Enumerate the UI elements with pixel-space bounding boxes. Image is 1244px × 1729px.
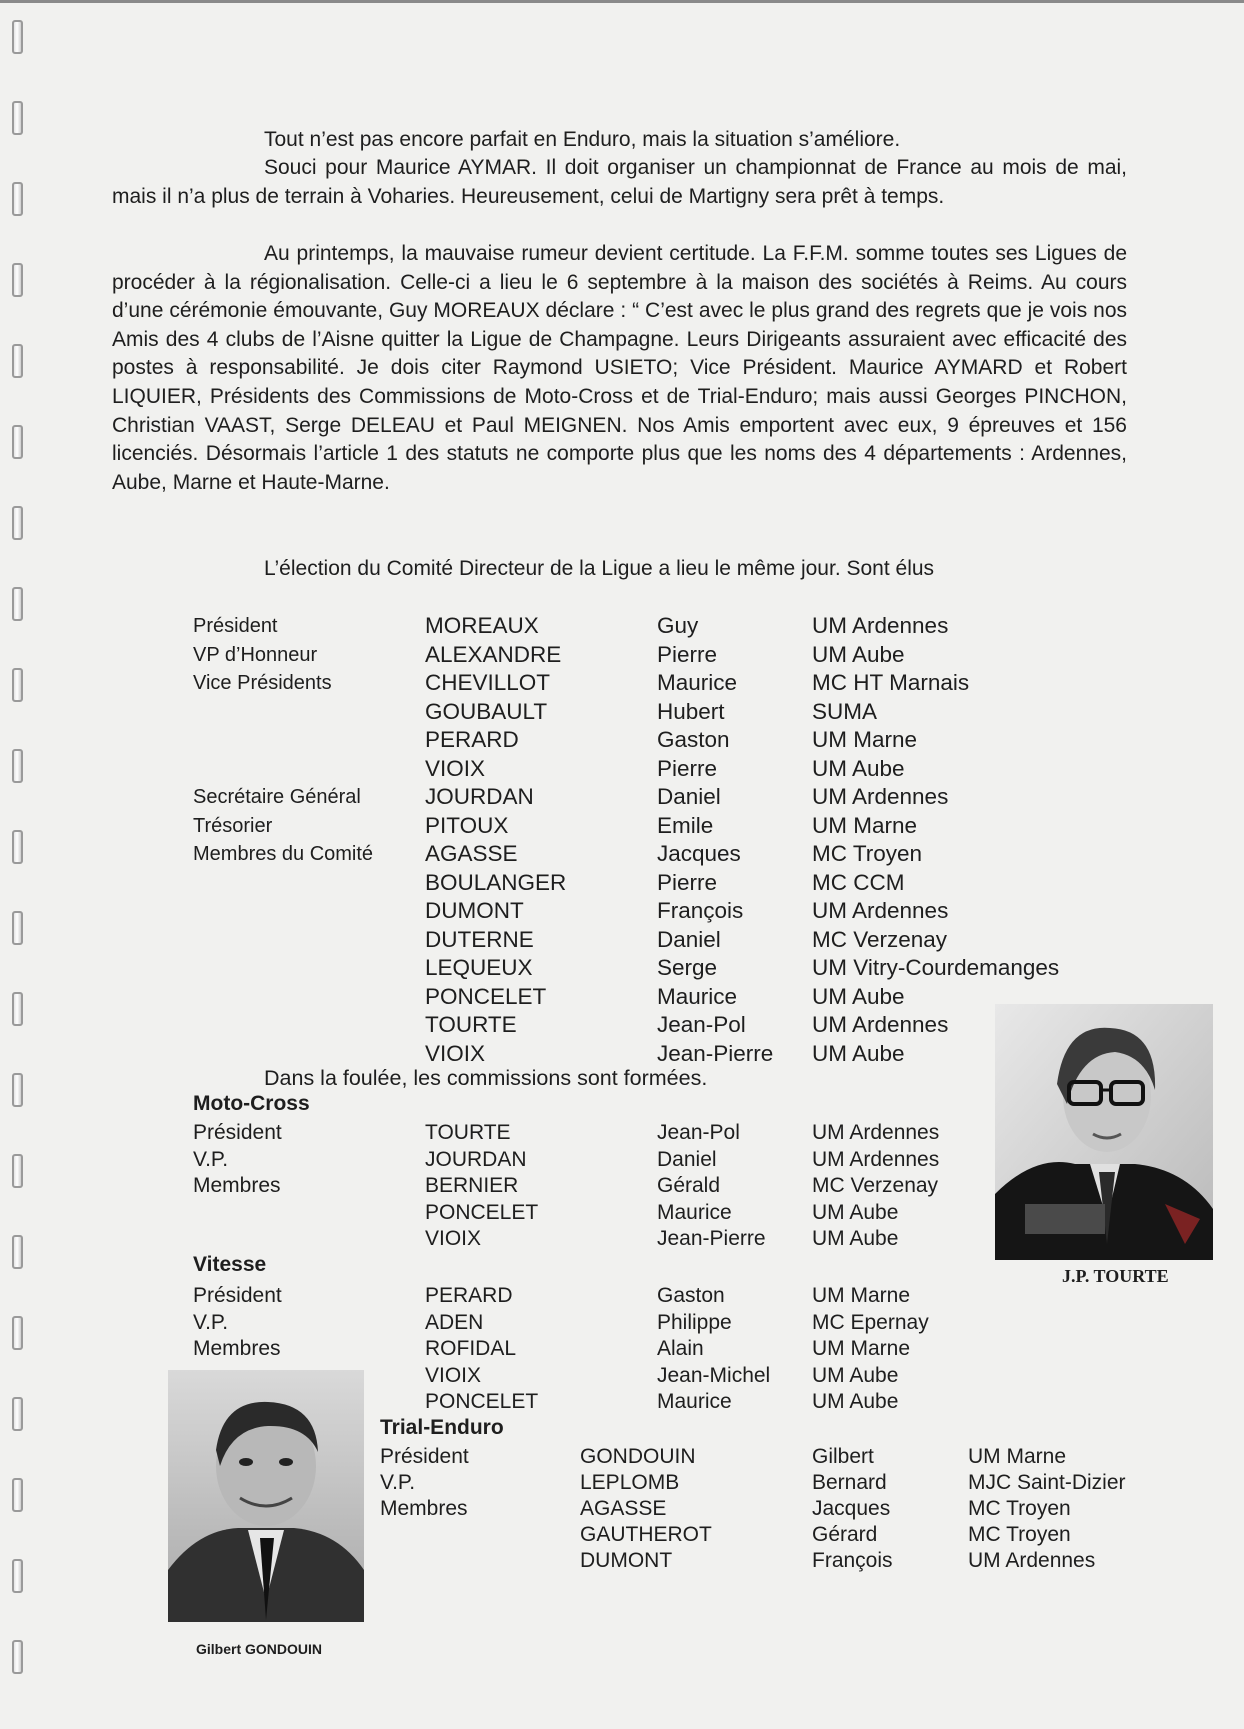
club-cell: UM Aube — [812, 641, 905, 667]
club-cell: UM Aube — [812, 1390, 899, 1413]
club-cell: UM Marne — [812, 727, 918, 752]
name-cell: VIOIX — [425, 1040, 486, 1066]
firstname-cell: Alain — [657, 1337, 704, 1360]
role-cell: Président — [380, 1445, 469, 1468]
top-rule — [0, 0, 1244, 3]
name-cell: DUMONT — [425, 898, 524, 923]
table-row — [0, 812, 1244, 840]
table-row — [0, 1309, 1244, 1337]
firstname-cell: Philippe — [657, 1310, 732, 1334]
table-row — [0, 954, 1244, 982]
table-row — [0, 783, 1244, 811]
photo-gilbert-gondouin — [168, 1370, 364, 1622]
club-cell: UM Aube — [812, 1040, 905, 1066]
name-cell: PERARD — [425, 727, 519, 752]
club-cell: MC Epernay — [812, 1310, 929, 1334]
name-cell: AGASSE — [580, 1497, 667, 1520]
firstname-cell: Daniel — [657, 1147, 717, 1171]
club-cell: UM Aube — [812, 755, 905, 781]
table-row — [0, 926, 1244, 954]
club-cell: UM Aube — [812, 1363, 899, 1387]
role-cell: Président — [193, 1284, 282, 1307]
portrait-tourte-image — [995, 1004, 1213, 1260]
name-cell: ADEN — [425, 1310, 484, 1334]
binding-ring — [12, 182, 23, 216]
club-cell: MC Troyen — [968, 1523, 1071, 1546]
firstname-cell: Daniel — [657, 784, 721, 809]
name-cell: JOURDAN — [425, 784, 534, 809]
firstname-cell: Jean-Pol — [657, 1121, 740, 1144]
club-cell: UM Marne — [812, 1284, 911, 1307]
firstname-cell: Jacques — [657, 841, 741, 866]
firstname-cell: Gaston — [657, 727, 730, 752]
name-cell: VIOIX — [425, 1227, 482, 1250]
name-cell: BERNIER — [425, 1174, 519, 1197]
firstname-cell: Gérald — [657, 1174, 721, 1197]
role-cell: Président — [193, 615, 278, 637]
portrait-gondouin-image — [168, 1370, 364, 1622]
club-cell: MC HT Marnais — [812, 670, 970, 695]
table-row — [0, 641, 1244, 669]
table-row — [0, 869, 1244, 897]
firstname-cell: Bernard — [812, 1471, 887, 1494]
name-cell: VIOIX — [425, 1363, 482, 1387]
name-cell: LEQUEUX — [425, 955, 533, 980]
binding-ring — [12, 1073, 23, 1107]
name-cell: PITOUX — [425, 812, 509, 838]
paragraph-intro: Tout n’est pas encore parfait en Enduro, mais la situation s’améliore. — [264, 128, 901, 151]
name-cell: VIOIX — [425, 755, 486, 781]
name-cell: CHEVILLOT — [425, 670, 551, 695]
name-cell: PONCELET — [425, 983, 547, 1009]
section-title-motocross: Moto-Cross — [193, 1092, 310, 1115]
role-cell: Président — [193, 1121, 282, 1144]
club-cell: UM Marne — [968, 1445, 1067, 1468]
club-cell: UM Aube — [812, 1200, 899, 1224]
club-cell: UM Aube — [812, 1227, 899, 1250]
name-cell: AGASSE — [425, 841, 518, 866]
club-cell: UM Ardennes — [812, 613, 949, 638]
firstname-cell: François — [812, 1549, 893, 1572]
role-cell: Trésorier — [193, 814, 273, 837]
name-cell: ALEXANDRE — [425, 641, 562, 667]
section-title-vitesse: Vitesse — [193, 1253, 267, 1276]
binding-ring — [12, 101, 23, 135]
binding-ring — [12, 506, 23, 540]
paragraph-commissions: Dans la foulée, les commissions sont formées. — [264, 1066, 708, 1090]
firstname-cell: Pierre — [657, 869, 718, 895]
role-cell: Membres — [193, 1337, 281, 1360]
club-cell: MJC Saint-Dizier — [968, 1471, 1126, 1494]
firstname-cell: Maurice — [657, 983, 738, 1009]
table-row — [0, 755, 1244, 783]
name-cell: GAUTHEROT — [580, 1523, 712, 1546]
firstname-cell: Maurice — [657, 1390, 732, 1413]
paragraph-election: L’élection du Comité Directeur de la Ligue a lieu le même jour. Sont élus — [264, 557, 935, 580]
name-cell: GONDOUIN — [580, 1445, 696, 1468]
role-cell: V.P. — [380, 1471, 416, 1494]
table-row — [0, 669, 1244, 697]
table-row — [0, 726, 1244, 754]
firstname-cell: Gaston — [657, 1284, 725, 1307]
club-cell: MC Verzenay — [812, 1174, 939, 1197]
binding-ring — [12, 1640, 23, 1674]
name-cell: TOURTE — [425, 1121, 511, 1144]
name-cell: DUTERNE — [425, 926, 534, 952]
name-cell: LEPLOMB — [580, 1471, 680, 1494]
binding-ring — [12, 344, 23, 378]
firstname-cell: Jean-Michel — [657, 1363, 771, 1387]
binding-ring — [12, 263, 23, 297]
club-cell: MC Troyen — [968, 1497, 1071, 1520]
name-cell: MOREAUX — [425, 613, 539, 638]
firstname-cell: Hubert — [657, 698, 725, 724]
club-cell: UM Ardennes — [812, 1121, 940, 1144]
firstname-cell: Maurice — [657, 1200, 732, 1224]
name-cell: PONCELET — [425, 1390, 539, 1413]
role-cell: V.P. — [193, 1147, 229, 1171]
club-cell: UM Ardennes — [812, 784, 949, 809]
role-cell: Membres — [193, 1174, 281, 1197]
table-row — [0, 897, 1244, 925]
name-cell: DUMONT — [580, 1549, 673, 1572]
role-cell: Vice Présidents — [193, 672, 332, 694]
caption-jp-tourte: J.P. TOURTE — [1062, 1266, 1169, 1286]
firstname-cell: Serge — [657, 955, 718, 980]
club-cell: UM Ardennes — [812, 1147, 940, 1171]
paragraph-aymar: Souci pour Maurice AYMAR. Il doit organiser un championnat de France au mois de mai, mais il n’a plus de terrain à Voharies. Heureusement, celui de Martigny sera prêt à temps. — [112, 156, 1127, 208]
role-cell: Membres — [380, 1497, 468, 1520]
club-cell: MC CCM — [812, 869, 905, 895]
club-cell: MC Troyen — [812, 841, 923, 866]
paragraph-regionalisation: Au printemps, la mauvaise rumeur devient certitude. La F.F.M. somme toutes ses Ligues de procéder à la régionalisation. Celle-ci a lieu le 6 septembre à la maison des sociétés à Reims. Au cours d’une cérémonie émouvante, Guy MOREAUX déclare : “ C’est avec le plus grand des regrets que je vois nos Amis des 4 clubs de l’Aisne quitter la Ligue de Champagne. Leurs Dirigeants assuraient avec efficacité des postes à responsabilité. Je dois citer Raymond USIETO; Vice Président. Maurice AYMARD et Robert LIQUIER, Présidents des Commissions de Moto-Cross et de Trial-Enduro; mais aussi Georges PINCHON, Christian VAAST, Serge DELEAU et Paul MEIGNEN. Nos Amis emportent avec eux, 9 épreuves et 156 licenciés. Désormais l’article 1 des statuts ne comporte plus que les noms des 4 départements : Ardennes, Aube, Marne et Haute-Marne. — [112, 242, 1127, 494]
role-cell: Secrétaire Général — [193, 786, 361, 808]
club-cell: UM Marne — [812, 1337, 911, 1360]
firstname-cell: Emile — [657, 812, 714, 838]
name-cell: JOURDAN — [425, 1147, 527, 1171]
name-cell: PONCELET — [425, 1200, 539, 1224]
club-cell: UM Ardennes — [812, 898, 949, 923]
table-row — [0, 840, 1244, 868]
table-row — [0, 1335, 1244, 1363]
role-cell: VP d’Honneur — [193, 643, 318, 666]
binding-ring — [12, 20, 23, 54]
club-cell: UM Marne — [812, 812, 918, 838]
club-cell: UM Vitry-Courdemanges — [812, 955, 1060, 980]
firstname-cell: Jean-Pol — [657, 1012, 746, 1037]
table-row — [0, 612, 1244, 640]
firstname-cell: Pierre — [657, 755, 718, 781]
name-cell: BOULANGER — [425, 869, 567, 895]
firstname-cell: Maurice — [657, 670, 738, 695]
firstname-cell: Jacques — [812, 1497, 891, 1520]
firstname-cell: Guy — [657, 613, 699, 638]
name-cell: GOUBAULT — [425, 698, 548, 724]
firstname-cell: Pierre — [657, 641, 718, 667]
club-cell: UM Ardennes — [812, 1012, 949, 1037]
section-title-trial-enduro: Trial-Enduro — [380, 1416, 504, 1439]
firstname-cell: Gilbert — [812, 1445, 874, 1468]
photo-jp-tourte — [995, 1004, 1213, 1260]
club-cell: UM Aube — [812, 983, 905, 1009]
role-cell: V.P. — [193, 1310, 229, 1334]
firstname-cell: François — [657, 898, 744, 923]
table-row — [0, 698, 1244, 726]
name-cell: TOURTE — [425, 1012, 517, 1037]
firstname-cell: Jean-Pierre — [657, 1040, 774, 1066]
name-cell: ROFIDAL — [425, 1337, 517, 1360]
name-cell: PERARD — [425, 1284, 513, 1307]
club-cell: SUMA — [812, 698, 878, 724]
club-cell: UM Ardennes — [968, 1549, 1096, 1572]
firstname-cell: Gérard — [812, 1523, 878, 1546]
binding-ring — [12, 425, 23, 459]
table-row — [0, 1282, 1244, 1310]
role-cell: Membres du Comité — [193, 843, 374, 865]
firstname-cell: Daniel — [657, 926, 721, 952]
caption-gilbert-gondouin: Gilbert GONDOUIN — [196, 1641, 323, 1657]
firstname-cell: Jean-Pierre — [657, 1227, 766, 1250]
club-cell: MC Verzenay — [812, 926, 948, 952]
